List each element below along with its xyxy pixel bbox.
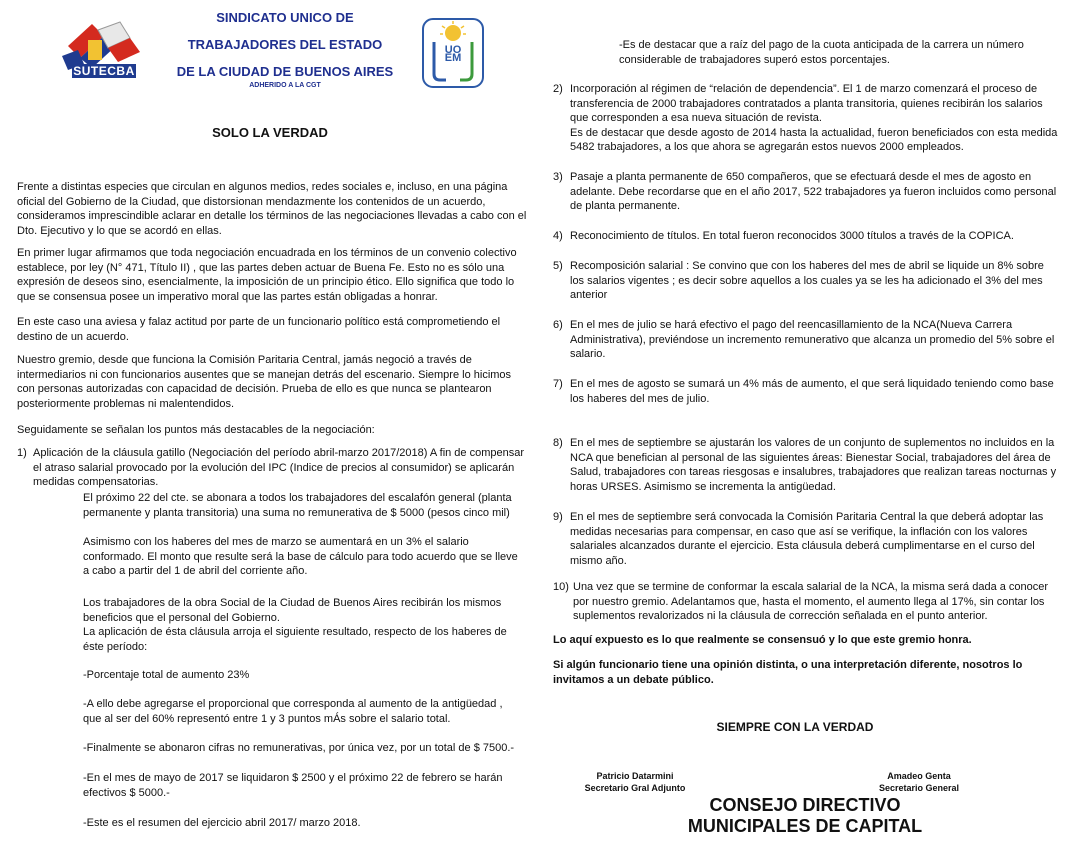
paragraph-union: Nuestro gremio, desde que funciona la Comisión Paritaria Central, jamás negoció a través de intermediarios ni con funcionarios ausentes que se manejan detrás del escenario. Siempre lo hicimos con personas autorizadas con capacidad de decisión. Prueba de ello es que nunca se plantearon posteriormente problemas ni malentendidos.	[17, 354, 512, 410]
subitem-total-raise: -Porcentaje total de aumento 23%	[83, 669, 250, 681]
paragraph-intro: Frente a distintas especies que circulan en algunos medios, redes sociales e, incluso, en una página oficial del Gobierno de la Ciudad, que distorsionan mendazmente los contenidos de un acuerdo, consideramos imprescindible aclarar en detalle los términos de las negociaciones llevadas a cabo con el Dto. Ejecutivo y lo que se acordó en ellas.	[17, 181, 527, 237]
signatory-role: Secretario General	[878, 783, 960, 793]
item-text: Incorporación al régimen de “relación de dependencia”. El 1 de marzo comenzará el proceso de transferencia de 2000 trabajadores contratados a planta transitoria, quienes recibirán los salarios que corresponden a esa nueva situación de revista.	[570, 83, 1043, 125]
item-text: Aplicación de la cláusula gatillo (Negociación del período abril-marzo 2017/2018) A fin de compensar el atraso salarial provocado por la evolución del IPC (Indice de precios al consumidor) se aplicarán medidas compensatorias.	[33, 447, 525, 489]
org-line-3: DE LA CIUDAD DE BUENOS AIRES	[176, 64, 394, 79]
subitem-summary: -Este es el resumen del ejercicio abril 2017/ marzo 2018.	[83, 817, 361, 829]
uoem-wordmark: UOEM	[444, 44, 462, 65]
item-text: En el mes de septiembre será convocada la Comisión Paritaria Central la que deberá adoptar las medidas necesarias para compensar, en caso que así se verifique, la inflación con los valores salariales alcanzados durante el ejercicio. Esta cláusula deberá cumplimentarse en el curso del mismo año.	[570, 511, 1044, 567]
list-item-5	[553, 259, 1058, 303]
list-item-10	[553, 580, 1058, 624]
signatory-name: Amadeo Genta	[887, 771, 951, 781]
council-title-1: CONSEJO DIRECTIVO	[709, 795, 901, 815]
item-number: 8)	[553, 437, 563, 449]
signature-adjunto	[570, 771, 700, 793]
list-item-7	[553, 377, 1058, 406]
uoem-logo	[422, 18, 484, 88]
subitem-may-payment: -En el mes de mayo de 2017 se liquidaron $ 2500 y el próximo 22 de febrero se harán efectivos $ 5000.-	[83, 772, 503, 799]
subitem-non-remunerative: -Finalmente se abonaron cifras no remunerativas, por única vez, por un total de $ 7500.-	[83, 742, 515, 754]
subitem-obra-social: Los trabajadores de la obra Social de la Ciudad de Buenos Aires recibirán los mismos beneficios que el personal del Gobierno.	[83, 597, 502, 624]
item-number: 7)	[553, 378, 563, 390]
item-text-extra: Es de destacar que desde agosto de 2014 hasta la actualidad, fueron beneficiados con esta medida 5482 trabajadores, a los que ahora se agregarán estos nuevos 2000 empleados.	[570, 126, 1058, 154]
document-title: SOLO LA VERDAD	[212, 125, 328, 140]
list-item-4	[553, 229, 1058, 244]
continuation-note: -Es de destacar que a raíz del pago de la cuota anticipada de la carrera un número considerable de trabajadores superó estos porcentajes.	[619, 39, 1024, 66]
cgt-affiliation: ADHERIDO A LA CGT	[249, 82, 321, 89]
list-item-3	[553, 170, 1058, 214]
council-title-2: MUNICIPALES DE CAPITAL	[687, 816, 923, 836]
signatory-role: Secretario Gral Adjunto	[584, 783, 686, 793]
subitem-result: La aplicación de ésta cláusula arroja el siguiente resultado, respecto de los haberes de éste período:	[83, 626, 507, 653]
item-number: 6)	[553, 319, 563, 331]
signatory-name: Patricio Datarmini	[596, 771, 674, 781]
subitem-seniority: -A ello debe agregarse el proporcional que corresponda al aumento de la antigüedad , que al ser del 60% representó entre 1 y 3 puntos mÁs sobre el salario total.	[83, 698, 503, 725]
item-number: 4)	[553, 230, 563, 242]
paragraph-official: En este caso una aviesa y falaz actitud por parte de un funcionario político está comprometiendo el destino de un acuerdo.	[17, 316, 501, 343]
sutecba-logo	[58, 18, 146, 82]
item-number: 10)	[553, 581, 569, 593]
item-text: En el mes de septiembre se ajustarán los valores de un conjunto de suplementos no incluidos en la NCA que benefician al personal de las siguientes áreas: Bienestar Social, trabajadores del área de Salud, trabajadores con tareas riesgosas e insalubres, trabajadores que realizan tareas nocturnas y horas URSES. Asimismo se incrementa la antigüedad.	[570, 437, 1057, 493]
item-text: En el mes de julio se hará efectivo el pago del reencasillamiento de la NCA(Nueva Carrera Administrativa), previéndose un incremento remunerativo que alcanza un promedio del 5% sobre el salario.	[570, 319, 1055, 361]
subitem-march-raise: Asimismo con los haberes del mes de marzo se aumentará en un 3% el salario conformado. El monto que resulte será la base de cálculo para todo acuerdo que se lleve a cabo a partir del 1 de abril del corriente año.	[83, 536, 518, 578]
org-line-1: SINDICATO UNICO DE	[216, 10, 354, 25]
item-text: En el mes de agosto se sumará un 4% más de aumento, el que será liquidado teniendo como base los haberes del mes de julio.	[570, 378, 1054, 405]
motto: SIEMPRE CON LA VERDAD	[716, 720, 874, 734]
list-item-6	[553, 318, 1058, 362]
item-text: Reconocimiento de títulos. En total fueron reconocidos 3000 títulos a través de la COPICA.	[570, 230, 1014, 242]
subitem-payment: El próximo 22 del cte. se abonara a todos los trabajadores del escalafón general (planta permanente y planta transitoria) una suma no remunerativa de $ 5000 (pesos cinco mil)	[83, 492, 512, 519]
item-number: 2)	[553, 83, 563, 95]
list-item-2	[553, 82, 1058, 155]
org-line-2: TRABAJADORES DEL ESTADO	[187, 37, 383, 52]
list-item-8	[553, 436, 1058, 494]
list-item-1	[17, 446, 529, 490]
closing-consensus: Lo aquí expuesto es lo que realmente se consensuó y lo que este gremio honra.	[553, 634, 972, 646]
signature-general	[864, 771, 974, 793]
item-number: 9)	[553, 511, 563, 523]
item-text: Una vez que se termine de conformar la escala salarial de la NCA, la misma será dada a conocer por nuestro gremio. Adelantamos que, hasta el momento, el aumento llega al 17%, sin contar los suplementos revalorizados ni la cláusula de corrección señalada en el punto anterior.	[573, 581, 1049, 623]
list-item-9	[553, 510, 1058, 568]
paragraph-good-faith: En primer lugar afirmamos que toda negociación encuadrada en los términos de un convenio colectivo establece, por ley (N° 471, Título II) , que las partes deben actuar de Buena Fe. Esto no es sólo una expresión de deseos sino, esencialmente, la imposición de un principio ético. Ello significa que todo lo que se consensua posee un imperativo moral que las partes están obligadas a honrar.	[17, 247, 517, 303]
item-number: 5)	[553, 260, 563, 272]
item-number: 1)	[17, 447, 27, 459]
item-text: Pasaje a planta permanente de 650 compañeros, que se efectuará desde el mes de agosto en adelante. Debe recordarse que en el año 2017, 522 trabajadores ya fueron incluidos como personal de planta permanente.	[570, 171, 1057, 213]
item-number: 3)	[553, 171, 563, 183]
paragraph-points-intro: Seguidamente se señalan los puntos más destacables de la negociación:	[17, 424, 375, 436]
closing-debate: Si algún funcionario tiene una opinión distinta, o una interpretación diferente, nosotros lo invitamos a un debate público.	[553, 659, 1023, 686]
sutecba-wordmark: SUTECBA	[73, 64, 135, 78]
item-text: Recomposición salarial : Se convino que con los haberes del mes de abril se liquide un 8% sobre los salarios vigentes ; es decir sobre aquellos a los cuales ya se les ha adicionado el 3% del mes anterior	[570, 260, 1044, 302]
